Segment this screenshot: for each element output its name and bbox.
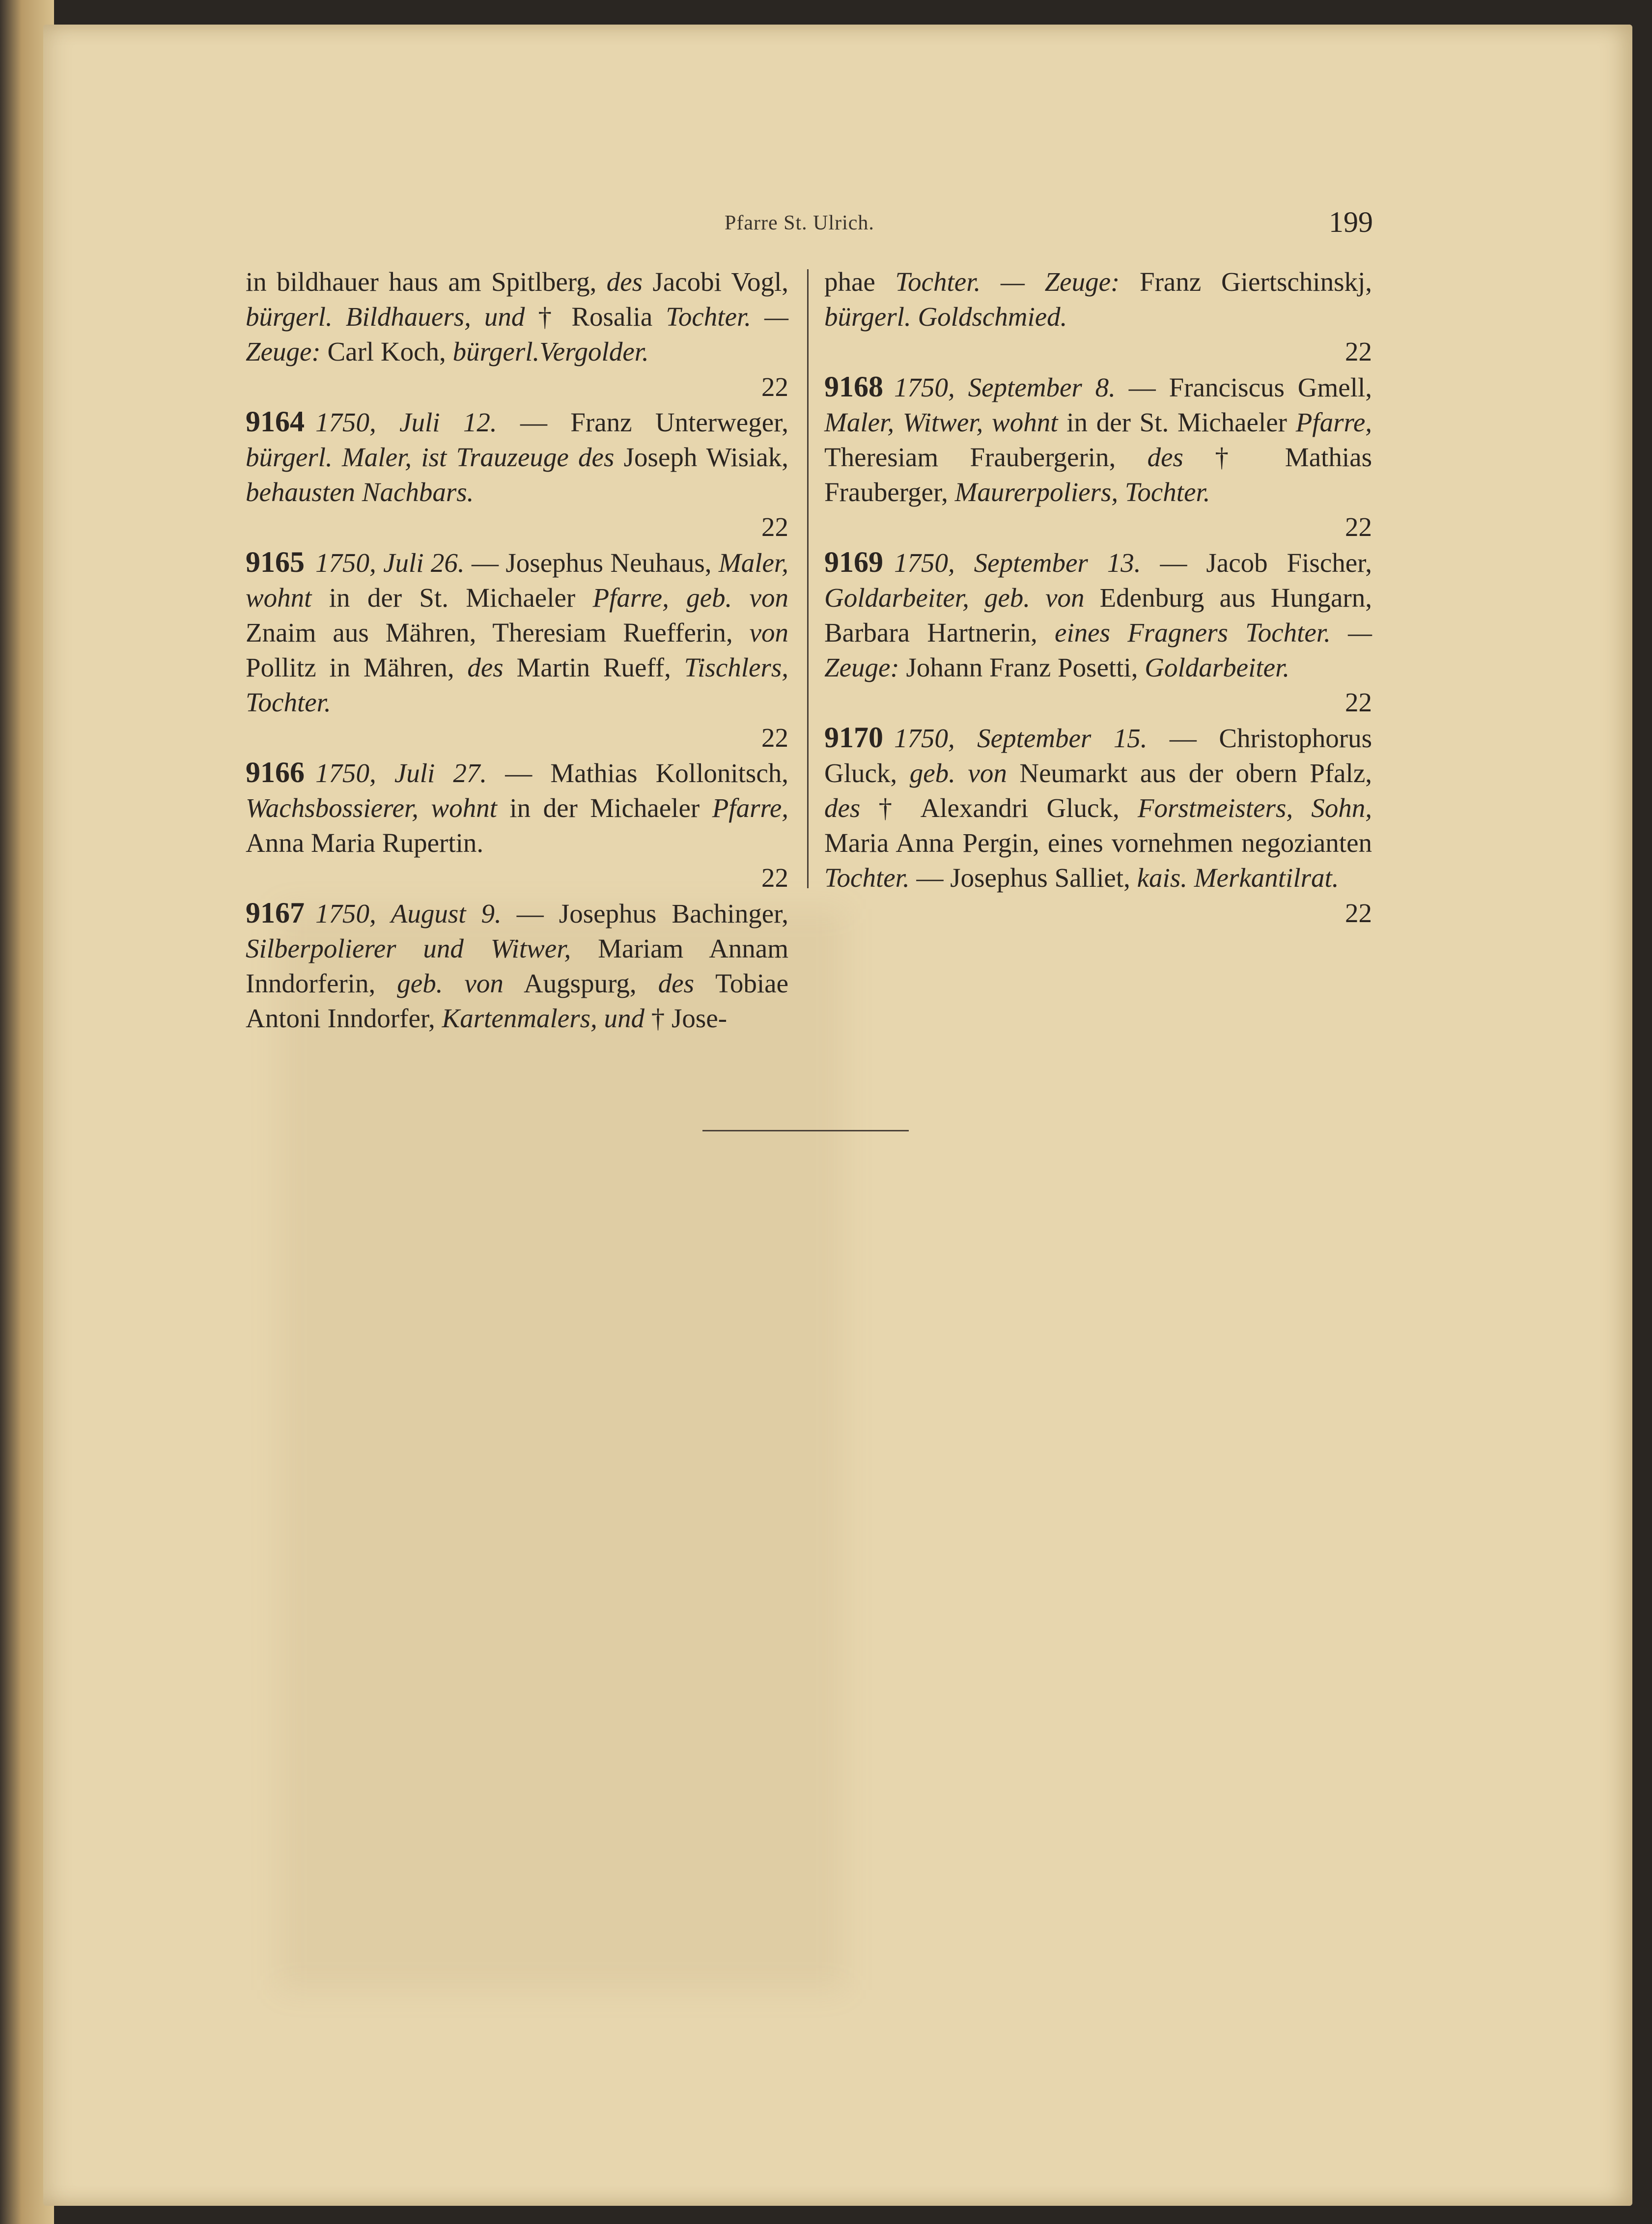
entry-number: 9167 [246, 896, 305, 929]
entry-text: 1750, September 15. — Christophorus Gluck, geb. von Neumarkt aus der obern Pfalz, des † Alexandri Gluck, Forstmeisters, Sohn, Maria Anna Pergin, eines vornehmen negozianten Tochter. — Josephus Salliet, kais. Merkantilrat. [824, 723, 1372, 893]
entry-number: 9168 [824, 370, 883, 403]
entry-ref: 22 [761, 512, 788, 542]
end-rule [702, 1130, 909, 1131]
column-divider [807, 269, 809, 888]
right-column [824, 264, 1372, 930]
entry [246, 896, 788, 1036]
entry-text: 1750, Juli 27. — Mathias Kollonitsch, Wachsbossierer, wohnt in der Michaeler Pfarre, Anna Maria Rupertin. [246, 758, 788, 858]
entry-ref: 22 [761, 863, 788, 893]
entry-number: 9166 [246, 756, 305, 788]
entry-number: 9169 [824, 545, 883, 578]
left-column [246, 264, 788, 1036]
running-head: Pfarre St. Ulrich. [725, 212, 874, 234]
entry-text: phae Tochter. — Zeuge: Franz Giertschinskj, bürgerl. Goldschmied. [824, 267, 1372, 332]
entry-text: 1750, September 13. — Jacob Fischer, Goldarbeiter, geb. von Edenburg aus Hungarn, Barbara Hartnerin, eines Fragners Tochter. — Zeuge: Johann Franz Posetti, Goldarbeiter. [824, 547, 1372, 683]
page-number: 199 [1329, 206, 1373, 238]
entry-text: 1750, Juli 26. — Josephus Neuhaus, Maler, wohnt in der St. Michaeler Pfarre, geb. von Znaim aus Mähren, Theresiam Ruefferin, von Pollitz in Mähren, des Martin Rueff, Tischlers, Tochter. [246, 547, 788, 718]
entry [824, 545, 1372, 720]
entry-ref: 22 [1345, 898, 1372, 928]
entry [246, 404, 788, 545]
show-through-shadow [279, 909, 844, 1990]
entry-text: 1750, Juli 12. — Franz Unterweger, bürgerl. Maler, ist Trauzeuge des Joseph Wisiak, behausten Nachbars. [246, 407, 788, 507]
entry-text: 1750, August 9. — Josephus Bachinger, Silberpolierer und Witwer, Mariam Annam Inndorferin, geb. von Augspurg, des Tobiae Antoni Inndorfer, Kartenmalers, und † Jose- [246, 898, 789, 1034]
entry [824, 264, 1372, 369]
entry-ref: 22 [761, 371, 788, 402]
entry [246, 755, 788, 896]
entry-ref: 22 [1345, 337, 1372, 367]
entry [246, 264, 788, 404]
entry-text: 1750, September 8. — Franciscus Gmell, Maler, Witwer, wohnt in der St. Michaeler Pfarre, Theresiam Fraubergerin, des † Mathias Frauberger, Maurerpoliers, Tochter. [824, 372, 1372, 507]
entry [824, 720, 1372, 930]
entry-number: 9170 [824, 721, 883, 754]
entry [246, 545, 788, 755]
entry-ref: 22 [761, 722, 788, 753]
entry-ref: 22 [1345, 512, 1372, 542]
entry-number: 9164 [246, 405, 305, 438]
entry-number: 9165 [246, 545, 305, 578]
entry [824, 369, 1372, 545]
entry-text: in bildhauer haus am Spitlberg, des Jacobi Vogl, bürgerl. Bildhauers, und † Rosalia Tochter. — Zeuge: Carl Koch, bürgerl.Vergolder. [246, 267, 788, 367]
entry-ref: 22 [1345, 687, 1372, 718]
